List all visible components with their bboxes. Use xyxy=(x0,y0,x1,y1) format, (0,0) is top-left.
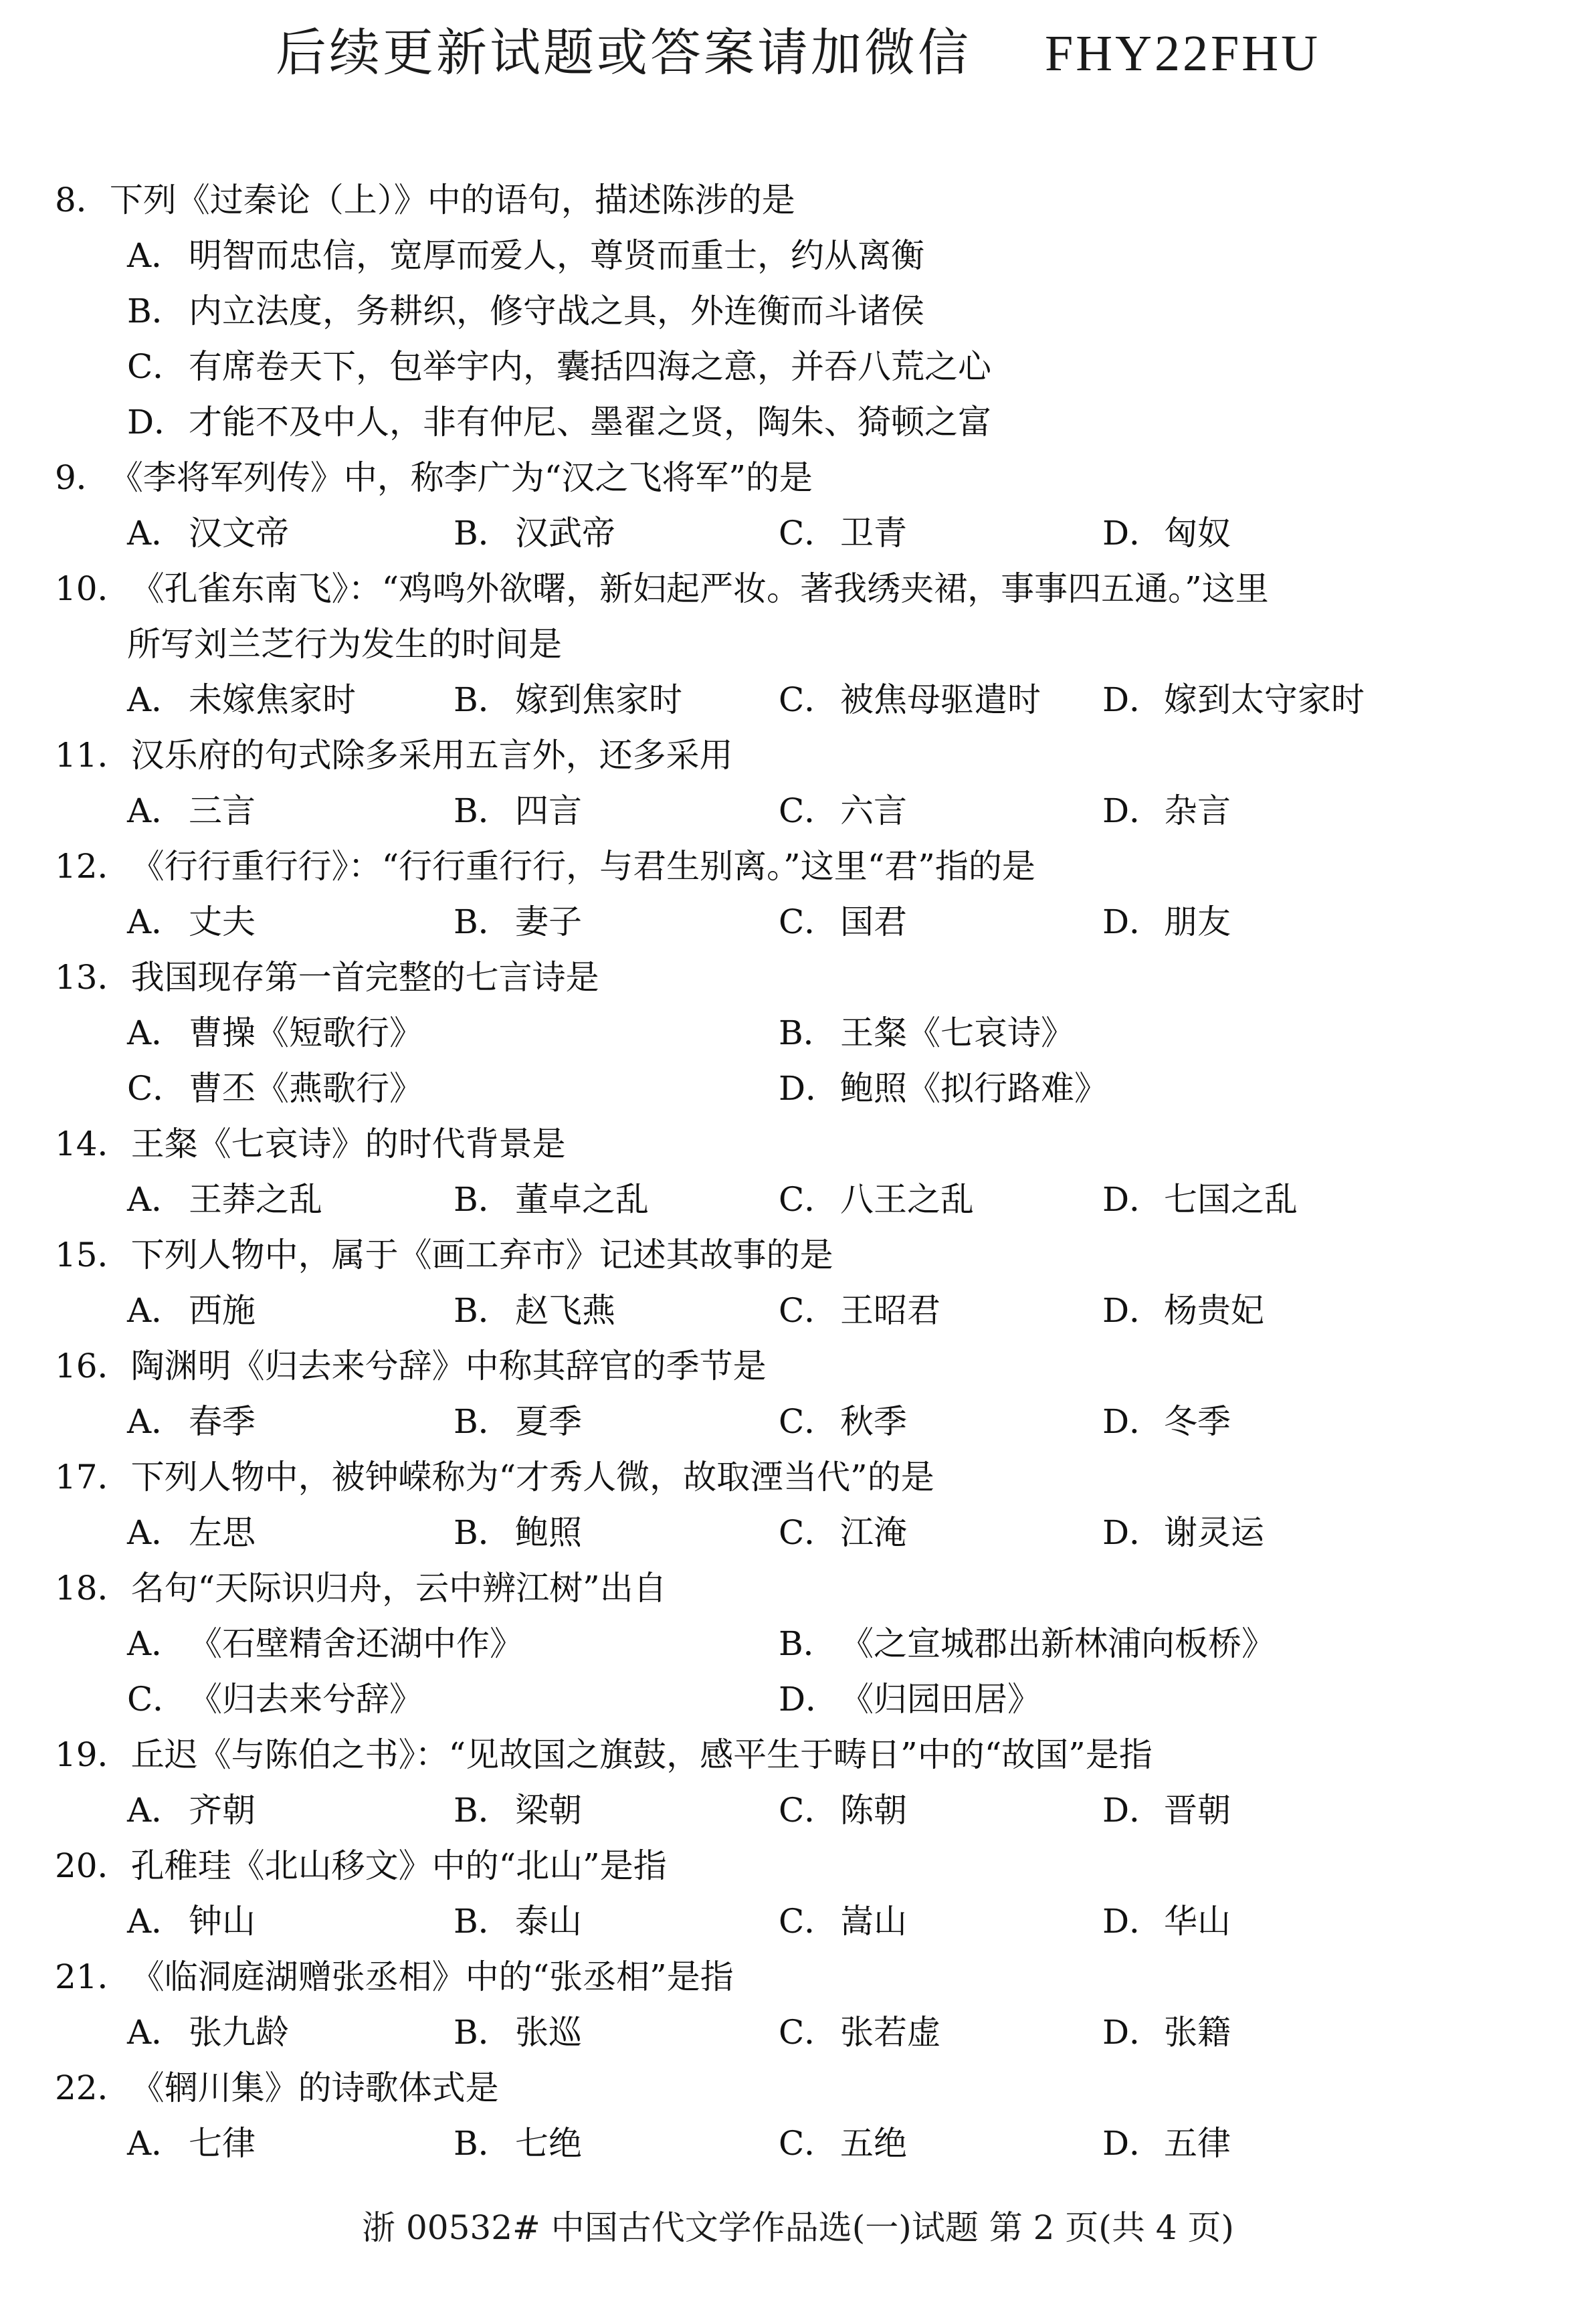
option-text: 嵩山 xyxy=(840,1902,907,1941)
question-stem-continued xyxy=(55,617,1547,672)
option-row xyxy=(55,672,1547,728)
option-text: 八王之乱 xyxy=(840,1180,974,1219)
question-text: 下列人物中，属于《画工弃市》记述其故事的是 xyxy=(130,1236,833,1274)
question-number: 17． xyxy=(55,1458,131,1496)
option-row xyxy=(55,1061,1547,1117)
option-letter: B． xyxy=(454,1902,512,1941)
option-letter: B． xyxy=(779,1013,837,1052)
question-number: 8． xyxy=(55,181,110,219)
question-item xyxy=(55,950,1547,1117)
option-letter: B． xyxy=(454,791,512,830)
option-row xyxy=(55,1283,1547,1339)
option-letter: D． xyxy=(779,1069,839,1108)
answer-option xyxy=(127,2005,454,2060)
question-text: 下列《过秦论（上）》中的语句，描述陈涉的是 xyxy=(109,181,795,219)
option-letter: C． xyxy=(779,1180,838,1219)
option-text: 张巡 xyxy=(515,2013,582,2052)
answer-option xyxy=(454,1172,779,1228)
option-text: 内立法度，务耕织，修守战之具，外连衡而斗诸侯 xyxy=(189,292,924,330)
question-item xyxy=(55,2060,1547,2171)
option-letter: C． xyxy=(779,1902,838,1941)
question-stem xyxy=(55,2060,1547,2116)
question-text: 所写刘兰芝行为发生的时间是 xyxy=(127,625,562,664)
option-letter: C． xyxy=(779,1402,838,1441)
option-text: 杂言 xyxy=(1164,791,1231,830)
option-row xyxy=(55,783,1547,839)
answer-option xyxy=(127,1172,454,1228)
answer-option xyxy=(779,672,1102,728)
option-row xyxy=(55,2116,1547,2171)
option-text: 嫁到太守家时 xyxy=(1164,680,1365,719)
answer-option xyxy=(454,506,779,561)
question-number: 21． xyxy=(55,1957,131,1996)
option-text: 六言 xyxy=(840,791,907,830)
option-text: 才能不及中人，非有仲尼、墨翟之贤，陶朱、猗顿之富 xyxy=(189,403,991,442)
question-number: 14． xyxy=(55,1125,131,1163)
question-item xyxy=(55,1450,1547,1561)
option-text: 匈奴 xyxy=(1164,514,1231,553)
option-letter: B． xyxy=(454,2013,512,2052)
answer-option xyxy=(127,672,454,728)
option-row xyxy=(55,1616,1547,1672)
option-letter: C． xyxy=(779,680,838,719)
question-number: 20． xyxy=(55,1846,131,1885)
answer-option xyxy=(1102,2116,1547,2171)
answer-option xyxy=(127,506,454,561)
option-letter: B． xyxy=(454,2124,512,2163)
option-text: 三言 xyxy=(189,791,256,830)
option-text: 丈夫 xyxy=(189,902,256,941)
option-row xyxy=(55,894,1547,950)
option-letter: A． xyxy=(127,791,185,830)
answer-option xyxy=(454,783,779,839)
question-number: 18． xyxy=(55,1569,131,1608)
question-item xyxy=(55,450,1547,561)
answer-option xyxy=(454,2116,779,2171)
option-letter: A． xyxy=(127,1513,185,1552)
question-text: 汉乐府的句式除多采用五言外，还多采用 xyxy=(130,736,733,775)
option-letter: C． xyxy=(779,1513,838,1552)
option-letter: D． xyxy=(1102,2013,1163,2052)
answer-option xyxy=(1102,1172,1547,1228)
answer-option xyxy=(779,1061,1547,1117)
question-item xyxy=(55,839,1547,950)
option-text: 王莽之乱 xyxy=(189,1180,322,1219)
option-text: 谢灵运 xyxy=(1164,1513,1264,1552)
answer-option xyxy=(127,894,454,950)
answer-option xyxy=(127,1616,779,1672)
answer-option xyxy=(127,2116,454,2171)
answer-option xyxy=(1102,506,1547,561)
answer-option xyxy=(779,1172,1102,1228)
answer-option xyxy=(127,1783,454,1838)
answer-option xyxy=(454,672,779,728)
question-number: 13． xyxy=(55,958,131,997)
option-text: 七绝 xyxy=(515,2124,582,2163)
option-row xyxy=(55,2005,1547,2060)
question-stem xyxy=(55,1228,1547,1283)
question-stem xyxy=(55,1117,1547,1172)
question-text: 陶渊明《归去来兮辞》中称其辞官的季节是 xyxy=(130,1347,767,1385)
question-item xyxy=(55,1561,1547,1727)
option-text: 《归园田居》 xyxy=(840,1680,1041,1719)
question-text: 名句“天际识归舟，云中辨江树”出自 xyxy=(130,1569,667,1608)
option-text: 泰山 xyxy=(515,1902,582,1941)
option-row xyxy=(55,1672,1547,1727)
option-row xyxy=(55,1172,1547,1228)
option-letter: D． xyxy=(1102,902,1163,941)
question-number: 10． xyxy=(55,569,131,608)
answer-option xyxy=(779,1672,1547,1727)
option-letter: B． xyxy=(454,902,512,941)
option-text: 有席卷天下，包举宇内，囊括四海之意，并吞八荒之心 xyxy=(189,347,991,386)
option-text: 赵飞燕 xyxy=(515,1291,615,1330)
option-letter: B． xyxy=(454,1291,512,1330)
question-text: 孔稚珪《北山移文》中的“北山”是指 xyxy=(130,1846,667,1885)
answer-option xyxy=(779,1505,1102,1561)
header-wechat-id: FHY22FHU xyxy=(1044,25,1321,82)
answer-option xyxy=(1102,783,1547,839)
option-text: 华山 xyxy=(1164,1902,1231,1941)
option-text: 国君 xyxy=(840,902,907,941)
answer-option xyxy=(1102,672,1547,728)
option-text: 董卓之乱 xyxy=(515,1180,649,1219)
option-letter: C． xyxy=(779,2013,838,2052)
option-text: 《之宣城郡出新林浦向板桥》 xyxy=(840,1624,1275,1663)
question-number: 19． xyxy=(55,1735,131,1774)
option-letter: A． xyxy=(127,236,185,275)
question-item xyxy=(55,561,1547,728)
option-letter: C． xyxy=(127,1680,187,1719)
option-letter: A． xyxy=(127,1402,185,1441)
answer-option xyxy=(779,783,1102,839)
question-item xyxy=(55,728,1547,839)
option-letter: B． xyxy=(454,680,512,719)
answer-option xyxy=(127,1394,454,1450)
option-row xyxy=(55,1505,1547,1561)
option-letter: B． xyxy=(127,292,185,330)
option-letter: D． xyxy=(1102,1180,1163,1219)
option-text: 陈朝 xyxy=(840,1791,907,1830)
answer-option xyxy=(127,1672,779,1727)
option-text: 七国之乱 xyxy=(1164,1180,1298,1219)
option-text: 未嫁焦家时 xyxy=(189,680,356,719)
answer-option xyxy=(454,1505,779,1561)
option-letter: D． xyxy=(1102,1291,1163,1330)
answer-option xyxy=(454,1394,779,1450)
option-text: 七律 xyxy=(189,2124,256,2163)
question-item xyxy=(55,1339,1547,1450)
option-row xyxy=(55,1894,1547,1949)
question-text: 下列人物中，被钟嵘称为“才秀人微，故取湮当代”的是 xyxy=(130,1458,934,1496)
answer-option xyxy=(779,506,1102,561)
option-letter: C． xyxy=(779,902,838,941)
answer-option xyxy=(127,1283,454,1339)
option-text: 冬季 xyxy=(1164,1402,1231,1441)
question-list xyxy=(55,173,1547,2171)
option-letter: A． xyxy=(127,1291,185,1330)
option-text: 左思 xyxy=(189,1513,256,1552)
answer-option xyxy=(1102,2005,1547,2060)
page-header xyxy=(0,12,1596,85)
option-letter: B． xyxy=(454,1791,512,1830)
option-letter: A． xyxy=(127,514,185,553)
option-text: 汉文帝 xyxy=(189,514,289,553)
answer-option xyxy=(127,339,1547,395)
option-list xyxy=(55,228,1547,450)
option-letter: A． xyxy=(127,2013,185,2052)
option-letter: A． xyxy=(127,680,185,719)
option-text: 鲍照 xyxy=(515,1513,582,1552)
question-text: 王粲《七哀诗》的时代背景是 xyxy=(130,1125,566,1163)
option-letter: D． xyxy=(1102,1513,1163,1552)
option-text: 卫青 xyxy=(840,514,907,553)
option-text: 钟山 xyxy=(189,1902,256,1941)
question-stem xyxy=(55,561,1547,617)
option-letter: D． xyxy=(1102,791,1163,830)
question-number: 11． xyxy=(55,736,131,775)
option-row xyxy=(55,1783,1547,1838)
option-text: 曹操《短歌行》 xyxy=(189,1013,423,1052)
question-text: 《辋川集》的诗歌体式是 xyxy=(130,2068,499,2107)
answer-option xyxy=(127,228,1547,284)
question-text: 《李将军列传》中，称李广为“汉之飞将军”的是 xyxy=(109,458,813,497)
answer-option xyxy=(454,2005,779,2060)
option-row xyxy=(55,1394,1547,1450)
option-row xyxy=(55,506,1547,561)
option-letter: D． xyxy=(127,403,188,442)
answer-option xyxy=(454,1283,779,1339)
option-letter: B． xyxy=(454,1180,512,1219)
option-letter: D． xyxy=(1102,1402,1163,1441)
option-letter: B． xyxy=(454,514,512,553)
option-letter: C． xyxy=(779,1791,838,1830)
answer-option xyxy=(779,1616,1547,1672)
option-text: 被焦母驱遣时 xyxy=(840,680,1041,719)
question-stem xyxy=(55,1727,1547,1783)
option-text: 五绝 xyxy=(840,2124,907,2163)
question-number: 22． xyxy=(55,2068,131,2107)
option-letter: C． xyxy=(127,1069,187,1108)
answer-option xyxy=(779,894,1102,950)
answer-option xyxy=(779,1394,1102,1450)
option-text: 张若虚 xyxy=(840,2013,940,2052)
option-letter: A． xyxy=(127,2124,185,2163)
option-letter: D． xyxy=(779,1680,839,1719)
question-item xyxy=(55,173,1547,450)
option-text: 鲍照《拟行路难》 xyxy=(840,1069,1108,1108)
question-item xyxy=(55,1949,1547,2060)
option-letter: C． xyxy=(779,514,838,553)
question-stem xyxy=(55,1838,1547,1894)
answer-option xyxy=(127,1005,779,1061)
option-letter: D． xyxy=(1102,1791,1163,1830)
option-text: 妻子 xyxy=(515,902,582,941)
option-text: 嫁到焦家时 xyxy=(515,680,682,719)
option-text: 朋友 xyxy=(1164,902,1231,941)
question-item xyxy=(55,1117,1547,1228)
option-text: 张籍 xyxy=(1164,2013,1231,2052)
question-item xyxy=(55,1727,1547,1838)
option-letter: D． xyxy=(1102,1902,1163,1941)
option-letter: B． xyxy=(454,1513,512,1552)
answer-option xyxy=(779,1783,1102,1838)
option-text: 《石壁精舍还湖中作》 xyxy=(189,1624,523,1663)
option-letter: A． xyxy=(127,1902,185,1941)
option-text: 四言 xyxy=(515,791,582,830)
option-text: 江淹 xyxy=(840,1513,907,1552)
answer-option xyxy=(1102,1505,1547,1561)
answer-option xyxy=(454,1783,779,1838)
option-text: 晋朝 xyxy=(1164,1791,1231,1830)
answer-option xyxy=(1102,1394,1547,1450)
answer-option xyxy=(454,1894,779,1949)
option-text: 秋季 xyxy=(840,1402,907,1441)
question-stem xyxy=(55,950,1547,1005)
question-item xyxy=(55,1228,1547,1339)
answer-option xyxy=(1102,1283,1547,1339)
option-text: 王昭君 xyxy=(840,1291,940,1330)
option-text: 夏季 xyxy=(515,1402,582,1441)
question-number: 12． xyxy=(55,847,131,886)
option-letter: C． xyxy=(779,2124,838,2163)
question-number: 16． xyxy=(55,1347,131,1385)
option-letter: D． xyxy=(1102,680,1163,719)
option-text: 春季 xyxy=(189,1402,256,1441)
option-text: 杨贵妃 xyxy=(1164,1291,1264,1330)
answer-option xyxy=(1102,1894,1547,1949)
question-text: 《临洞庭湖赠张丞相》中的“张丞相”是指 xyxy=(130,1957,734,1996)
question-stem xyxy=(55,1561,1547,1616)
answer-option xyxy=(127,284,1547,339)
option-text: 西施 xyxy=(189,1291,256,1330)
question-number: 9． xyxy=(55,458,110,497)
answer-option xyxy=(127,1894,454,1949)
question-stem xyxy=(55,839,1547,894)
option-text: 汉武帝 xyxy=(515,514,615,553)
question-stem xyxy=(55,1949,1547,2005)
option-letter: B． xyxy=(779,1624,837,1663)
option-letter: D． xyxy=(1102,514,1163,553)
answer-option xyxy=(779,1005,1547,1061)
answer-option xyxy=(779,1894,1102,1949)
question-text: 《孔雀东南飞》：“鸡鸣外欲曙，新妇起严妆。著我绣夹裙，事事四五通。”这里 xyxy=(130,569,1269,608)
option-letter: A． xyxy=(127,1013,185,1052)
option-letter: A． xyxy=(127,902,185,941)
question-item xyxy=(55,1838,1547,1949)
option-letter: C． xyxy=(779,1291,838,1330)
option-text: 《归去来兮辞》 xyxy=(189,1680,423,1719)
answer-option xyxy=(779,1283,1102,1339)
option-letter: C． xyxy=(127,347,187,386)
option-letter: D． xyxy=(1102,2124,1163,2163)
question-number: 15． xyxy=(55,1236,131,1274)
answer-option xyxy=(127,783,454,839)
option-letter: C． xyxy=(779,791,838,830)
option-text: 王粲《七哀诗》 xyxy=(840,1013,1074,1052)
question-stem xyxy=(55,1339,1547,1394)
option-row xyxy=(55,1005,1547,1061)
header-title: 后续更新试题或答案请加微信 xyxy=(275,23,971,82)
option-text: 五律 xyxy=(1164,2124,1231,2163)
question-stem xyxy=(55,728,1547,783)
question-text: 《行行重行行》：“行行重行行，与君生别离。”这里“君”指的是 xyxy=(130,847,1035,886)
option-letter: A． xyxy=(127,1624,185,1663)
option-text: 梁朝 xyxy=(515,1791,582,1830)
answer-option xyxy=(127,1505,454,1561)
option-text: 明智而忠信，宽厚而爱人，尊贤而重士，约从离衡 xyxy=(189,236,924,275)
option-text: 曹丕《燕歌行》 xyxy=(189,1069,423,1108)
answer-option xyxy=(1102,894,1547,950)
question-stem xyxy=(55,1450,1547,1505)
option-letter: B． xyxy=(454,1402,512,1441)
answer-option xyxy=(1102,1783,1547,1838)
question-stem xyxy=(55,173,1547,228)
answer-option xyxy=(127,395,1547,450)
option-text: 张九龄 xyxy=(189,2013,289,2052)
option-letter: A． xyxy=(127,1791,185,1830)
answer-option xyxy=(127,1061,779,1117)
question-text: 我国现存第一首完整的七言诗是 xyxy=(130,958,599,997)
page-footer: 浙 00532# 中国古代文学作品选(一)试题 第 2 页(共 4 页) xyxy=(362,2208,1234,2247)
question-text: 丘迟《与陈伯之书》：“见故国之旗鼓，感平生于畴日”中的“故国”是指 xyxy=(130,1735,1153,1774)
answer-option xyxy=(454,894,779,950)
answer-option xyxy=(779,2005,1102,2060)
option-text: 齐朝 xyxy=(189,1791,256,1830)
option-letter: A． xyxy=(127,1180,185,1219)
answer-option xyxy=(779,2116,1102,2171)
question-stem xyxy=(55,450,1547,506)
